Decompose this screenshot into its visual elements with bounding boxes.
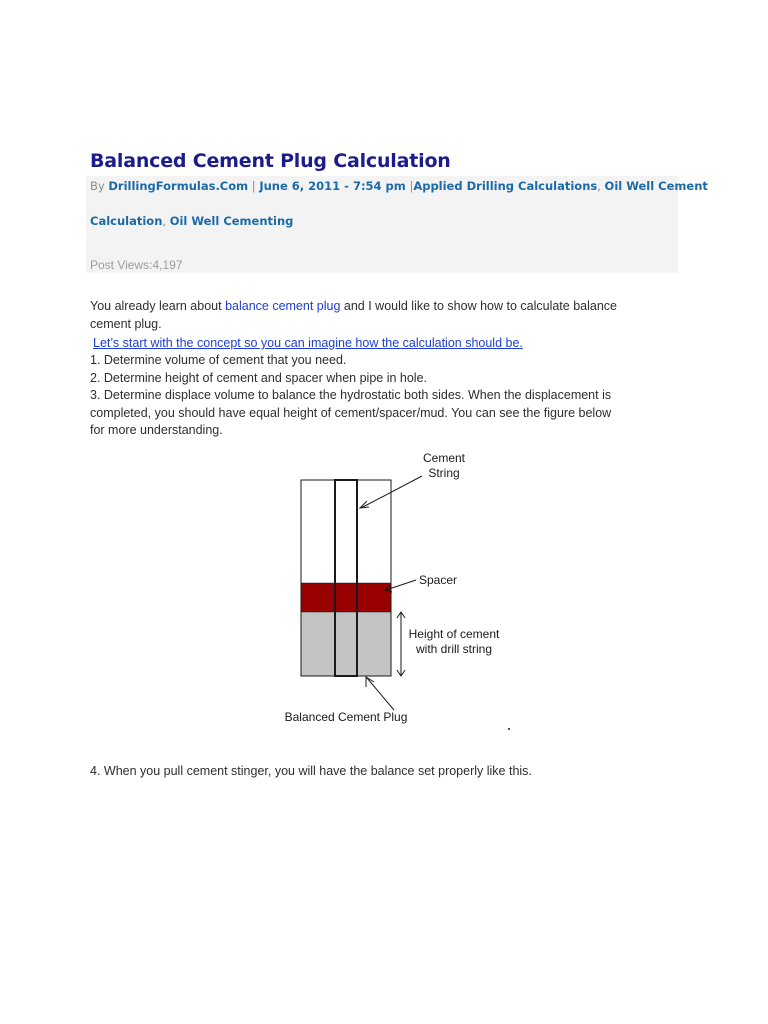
- meta-separator: |: [409, 179, 414, 193]
- step-4: 4. When you pull cement stinger, you will have the balance set properly like this.: [90, 764, 532, 778]
- category-link-oil-well-cement-calculation-part1[interactable]: Oil Well Cement: [604, 179, 708, 193]
- cement-band: [301, 612, 391, 676]
- label-height-line2: with drill string: [415, 642, 493, 656]
- label-spacer: Spacer: [419, 573, 458, 587]
- balance-cement-plug-link[interactable]: balance cement plug: [225, 299, 341, 313]
- category-link-oil-well-cement-calculation-part2[interactable]: Calculation: [90, 214, 163, 228]
- figure-caption: Balanced Cement Plug: [284, 710, 408, 724]
- step-3-line3: for more understanding.: [90, 423, 223, 437]
- meta-comma: ,: [162, 214, 167, 228]
- label-cement-line2: String: [428, 466, 460, 480]
- intro-paragraph: [90, 298, 617, 333]
- stray-dot: [508, 728, 510, 730]
- intro-text-prefix: You already learn about: [90, 299, 226, 313]
- intro-text-line2: cement plug.: [90, 316, 162, 331]
- intro-text-suffix: and I would like to show how to calculate balance: [340, 299, 617, 313]
- spacer-band: [301, 583, 391, 612]
- concept-link[interactable]: Let’s start with the concept so you can imagine how the calculation should be.: [93, 336, 523, 350]
- step-3-line2: completed, you should have equal height of cement/spacer/mud. You can see the figure below: [90, 405, 612, 420]
- post-views-counter: Post Views:4,197: [90, 258, 183, 272]
- post-meta-line-1: [90, 179, 708, 193]
- article-title: Balanced Cement Plug Calculation: [90, 150, 451, 172]
- post-date-link[interactable]: June 6, 2011 - 7:54 pm: [259, 179, 406, 193]
- label-cement-line1: Cement: [422, 451, 466, 465]
- steps-list: [90, 352, 611, 440]
- label-height-line1: Height of cement: [408, 627, 500, 641]
- meta-separator: |: [251, 179, 256, 193]
- by-prefix: By: [90, 179, 105, 193]
- category-link-oil-well-cementing[interactable]: Oil Well Cementing: [169, 214, 294, 228]
- balanced-cement-plug-figure: [270, 446, 520, 731]
- category-link-applied-drilling[interactable]: Applied Drilling Calculations: [413, 179, 598, 193]
- step-3-line1: 3. Determine displace volume to balance the hydrostatic both sides. When the displacement is: [90, 388, 612, 402]
- meta-comma: ,: [597, 179, 601, 193]
- arrow-caption: [367, 678, 394, 710]
- step-1: 1. Determine volume of cement that you need.: [90, 353, 347, 367]
- post-meta-line-2: [90, 214, 293, 228]
- step-2: 2. Determine height of cement and spacer when pipe in hole.: [90, 370, 428, 385]
- author-link[interactable]: DrillingFormulas.Com: [108, 179, 249, 193]
- concept-link-line: [93, 335, 523, 353]
